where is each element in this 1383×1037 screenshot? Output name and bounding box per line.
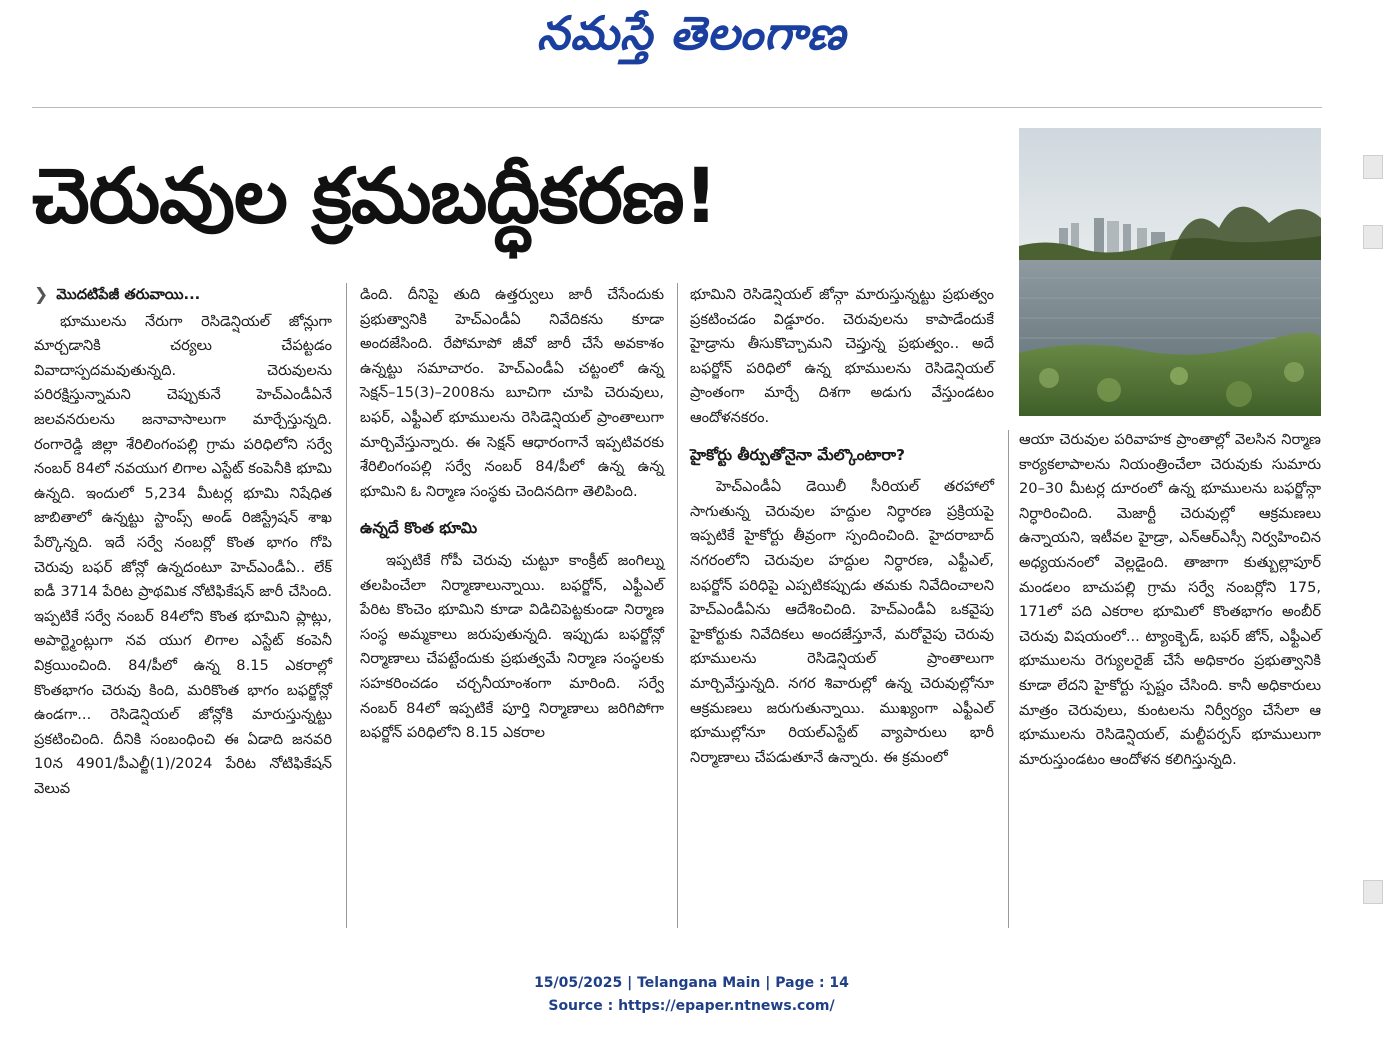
footer-dateline: 15/05/2025 | Telangana Main | Page : 14 (534, 975, 849, 991)
body-text: ఆయా చెరువుల పరివాహక ప్రాంతాల్లో వెలసిన నిర్మాణ కార్యకలాపాలను నియంత్రించేలా చెరువుకు సుమారు 20–30 మీటర్ల దూరంలో ఉన్న భూములను బఫర్జోన్గా నిర్ధారించింది. మెజార్టీ చెరువుల్లో ఆక్రమణలు ఉన్నాయని, ఇటీవల హైడ్రా, ఎన్ఆర్ఎస్సీ నిర్వహించిన అధ్యయనంలో వెల్లడైంది. తాజాగా కుత్బుల్లాపూర్ మండలం బాచుపల్లి గ్రామ సర్వే నంబర్లోని 175, 171లో పది ఎకరాల భూమిలో కొంతభాగం అంబీర్ చెరువు విషయంలో... ట్యాంక్బెడ్, బఫర్ జోన్, ఎఫ్టీఎల్ భూములను రెగ్యులరైజ్ చేసే అధికారం ప్రభుత్వానికి కూడా లేదని హైకోర్టు స్పష్టం చేసింది. కానీ అధికారులు మాత్రం చెరువులు, కుంటలను నిర్వీర్యం చేసేలా ఆ భూములను రెసిడెన్షియల్, మల్టీపర్పస్ భూములుగా మారుస్తుండటం ఆందోళన కలిగిస్తున్నది. (1019, 431, 1321, 768)
kicker-label: మొదటిపేజీ తరువాయి... (56, 286, 201, 303)
page-edge-marker (1363, 155, 1383, 179)
headline: చెరువుల క్రమబద్ధీకరణ! (32, 151, 718, 240)
article-column-2 (360, 283, 664, 746)
page-edge-marker (1363, 225, 1383, 249)
column-divider (346, 283, 347, 928)
article-column-4 (1019, 428, 1321, 772)
body-text: ఇప్పటికే గోపీ చెరువు చుట్టూ కాంక్రీట్ జంగిల్ను తలపించేలా నిర్మాణాలున్నాయి. బఫర్జోన్, ఎఫ్టీఎల్ పేరిట కొంచెం భూమిని కూడా విడిచిపెట్టకుండా నిర్మాణ సంస్థ అమ్మకాలు జరుపుతున్నది. ఇప్పుడు బఫర్జోన్లో నిర్మాణాలు చేపట్టేందుకు ప్రభుత్వమే నిర్మాణ సంస్థలకు సహకరించడం చర్చనీయాంశంగా మారింది. సర్వే నంబర్ 84లో ఇప్పటికే పూర్తి నిర్మాణాలు జరిగిపోగా బఫర్జోన్ పరిధిలోని 8.15 ఎకరాల (360, 551, 664, 742)
column-divider (677, 283, 678, 928)
column-divider (1008, 430, 1009, 928)
article-column-3 (690, 283, 994, 770)
body-text: భూమిని రెసిడెన్షియల్ జోన్గా మారుస్తున్నట్టు ప్రభుత్వం ప్రకటించడం విడ్డూరం. చెరువులను కాపాడేందుకే హైడ్రాను తీసుకొచ్చామని చెప్తున్న ప్రభుత్వం.. అదే బఫర్జోన్ పరిధిలో ఉన్న భూములను రెసిడెన్షియల్ ప్రాంతంగా మార్చే దిశగా అడుగు వేస్తుండటం ఆందోళనకరం. (690, 286, 994, 426)
subheading: హైకోర్టు తీర్పుతోనైనా మేల్కొంటారా? (690, 445, 906, 464)
article-column-1 (34, 283, 332, 801)
lake-photo (1019, 128, 1321, 416)
footer-source: Source : https://epaper.ntnews.com/ (548, 998, 835, 1014)
subheading: ఉన్నదే కొంత భూమి (360, 519, 478, 538)
chevron-right-icon: ❯ (34, 285, 49, 305)
body-text: హెచ్ఎండీఏ డెయిలీ సీరియల్ తరహాలో సాగుతున్న చెరువుల హద్దుల నిర్ధారణ ప్రక్రియపై ఇప్పటికే హైకోర్టు తీవ్రంగా స్పందించింది. హైదరాబాద్ నగరంలోని చెరువుల హద్దుల నిర్ధారణ, ఎఫ్టీఎల్, బఫర్జోన్ పరిధిపై ఎప్పటికప్పుడు తమకు నివేదించాలని హెచ్ఎండీఏను ఆదేశించింది. హెచ్ఎండీఏ ఒకవైపు హైకోర్టుకు నివేదికలు అందజేస్తూనే, మరోవైపు చెరువు భూములను రెసిడెన్షియల్ ప్రాంతాలుగా మార్చివేస్తున్నది. నగర శివారుల్లో ఉన్న చెరువుల్లోనూ ఆక్రమణలు జరుగుతున్నాయి. ముఖ్యంగా ఎఫ్టీఎల్ భూముల్లోనూ రియల్ఎస్టేట్ వ్యాపారులు భారీ నిర్మాణాలు చేపడుతూనే ఉన్నారు. ఈ క్రమంలో (690, 478, 994, 766)
body-text: డింది. దీనిపై తుది ఉత్తర్వులు జారీ చేసేందుకు ప్రభుత్వానికి హెచ్ఎండీఏ నివేదికను కూడా అందజేసింది. రేపోమాపో జీవో జారీ చేసే అవకాశం ఉన్నట్టు సమాచారం. హెచ్ఎండీఏ చట్టంలో ఉన్న సెక్షన్–15(3)–2008ను బూచిగా చూపి చెరువులు, బఫర్, ఎఫ్టీఎల్ భూములను రెసిడెన్షియల్ ప్రాంతాలుగా మార్చివేస్తున్నారు. ఈ సెక్షన్ ఆధారంగానే ఇప్పటివరకు శేరిలింగంపల్లి సర్వే నంబర్ 84/పీలో ఉన్న ఉన్న భూమిని ఓ నిర్మాణ సంస్థకు చెందినదిగా తెలిపింది. (360, 286, 664, 500)
header-rule (32, 107, 1322, 108)
page-edge-marker (1363, 880, 1383, 904)
masthead-logo: నమస్తే తెలంగాణ (536, 6, 847, 60)
continuation-kicker (34, 283, 332, 308)
body-text: భూములను నేరుగా రెసిడెన్షియల్ జోన్లుగా మార్చడానికి చర్యలు చేపట్టడం వివాదాస్పదమవుతున్నది. చెరువులను పరిరక్షిస్తున్నామని చెప్పుకునే హెచ్ఎండీఏనే జలవనరులను జనావాసాలుగా మార్చేస్తున్నది. రంగారెడ్డి జిల్లా శేరిలింగంపల్లి గ్రామ పరిధిలోని సర్వే నంబర్ 84లో నవయుగ లిగాల ఎస్టేట్ కంపెనీకి భూమి ఉన్నది. ఇందులో 5,234 మీటర్ల భూమి నిషేధిత జాబితాలో ఉన్నట్టు స్టాంప్స్ అండ్ రిజిస్ట్రేషన్ శాఖ పేర్కొన్నది. ఇదే సర్వే నంబర్లో కొంత భాగం గోపి చెరువు బఫర్ జోన్లో ఉన్నదంటూ హెచ్ఎండీఏ.. లేక్ ఐడీ 3714 పేరిట ప్రాథమిక నోటిఫికేషన్ జారీ చేసింది. ఇప్పటికే సర్వే నంబర్ 84లోని కొంత భూమిని ప్లాట్లు, అపార్ట్మెంట్లుగా నవ యుగ లిగాల ఎస్టేట్ కంపెనీ విక్రయించింది. 84/పీలో ఉన్న 8.15 ఎకరాల్లో కొంతభాగం చెరువు కింది, మరికొంత భాగం బఫర్జోన్లో ఉండగా... రెసిడెన్షియల్ జోన్లోకి మారుస్తున్నట్టు ప్రకటించింది. దీనికి సంబంధించి ఈ ఏడాది జనవరి 10న 4901/పీఎల్జీ(1)/2024 పేరిట నోటిఫికేషన్ వెలువ (34, 312, 332, 797)
